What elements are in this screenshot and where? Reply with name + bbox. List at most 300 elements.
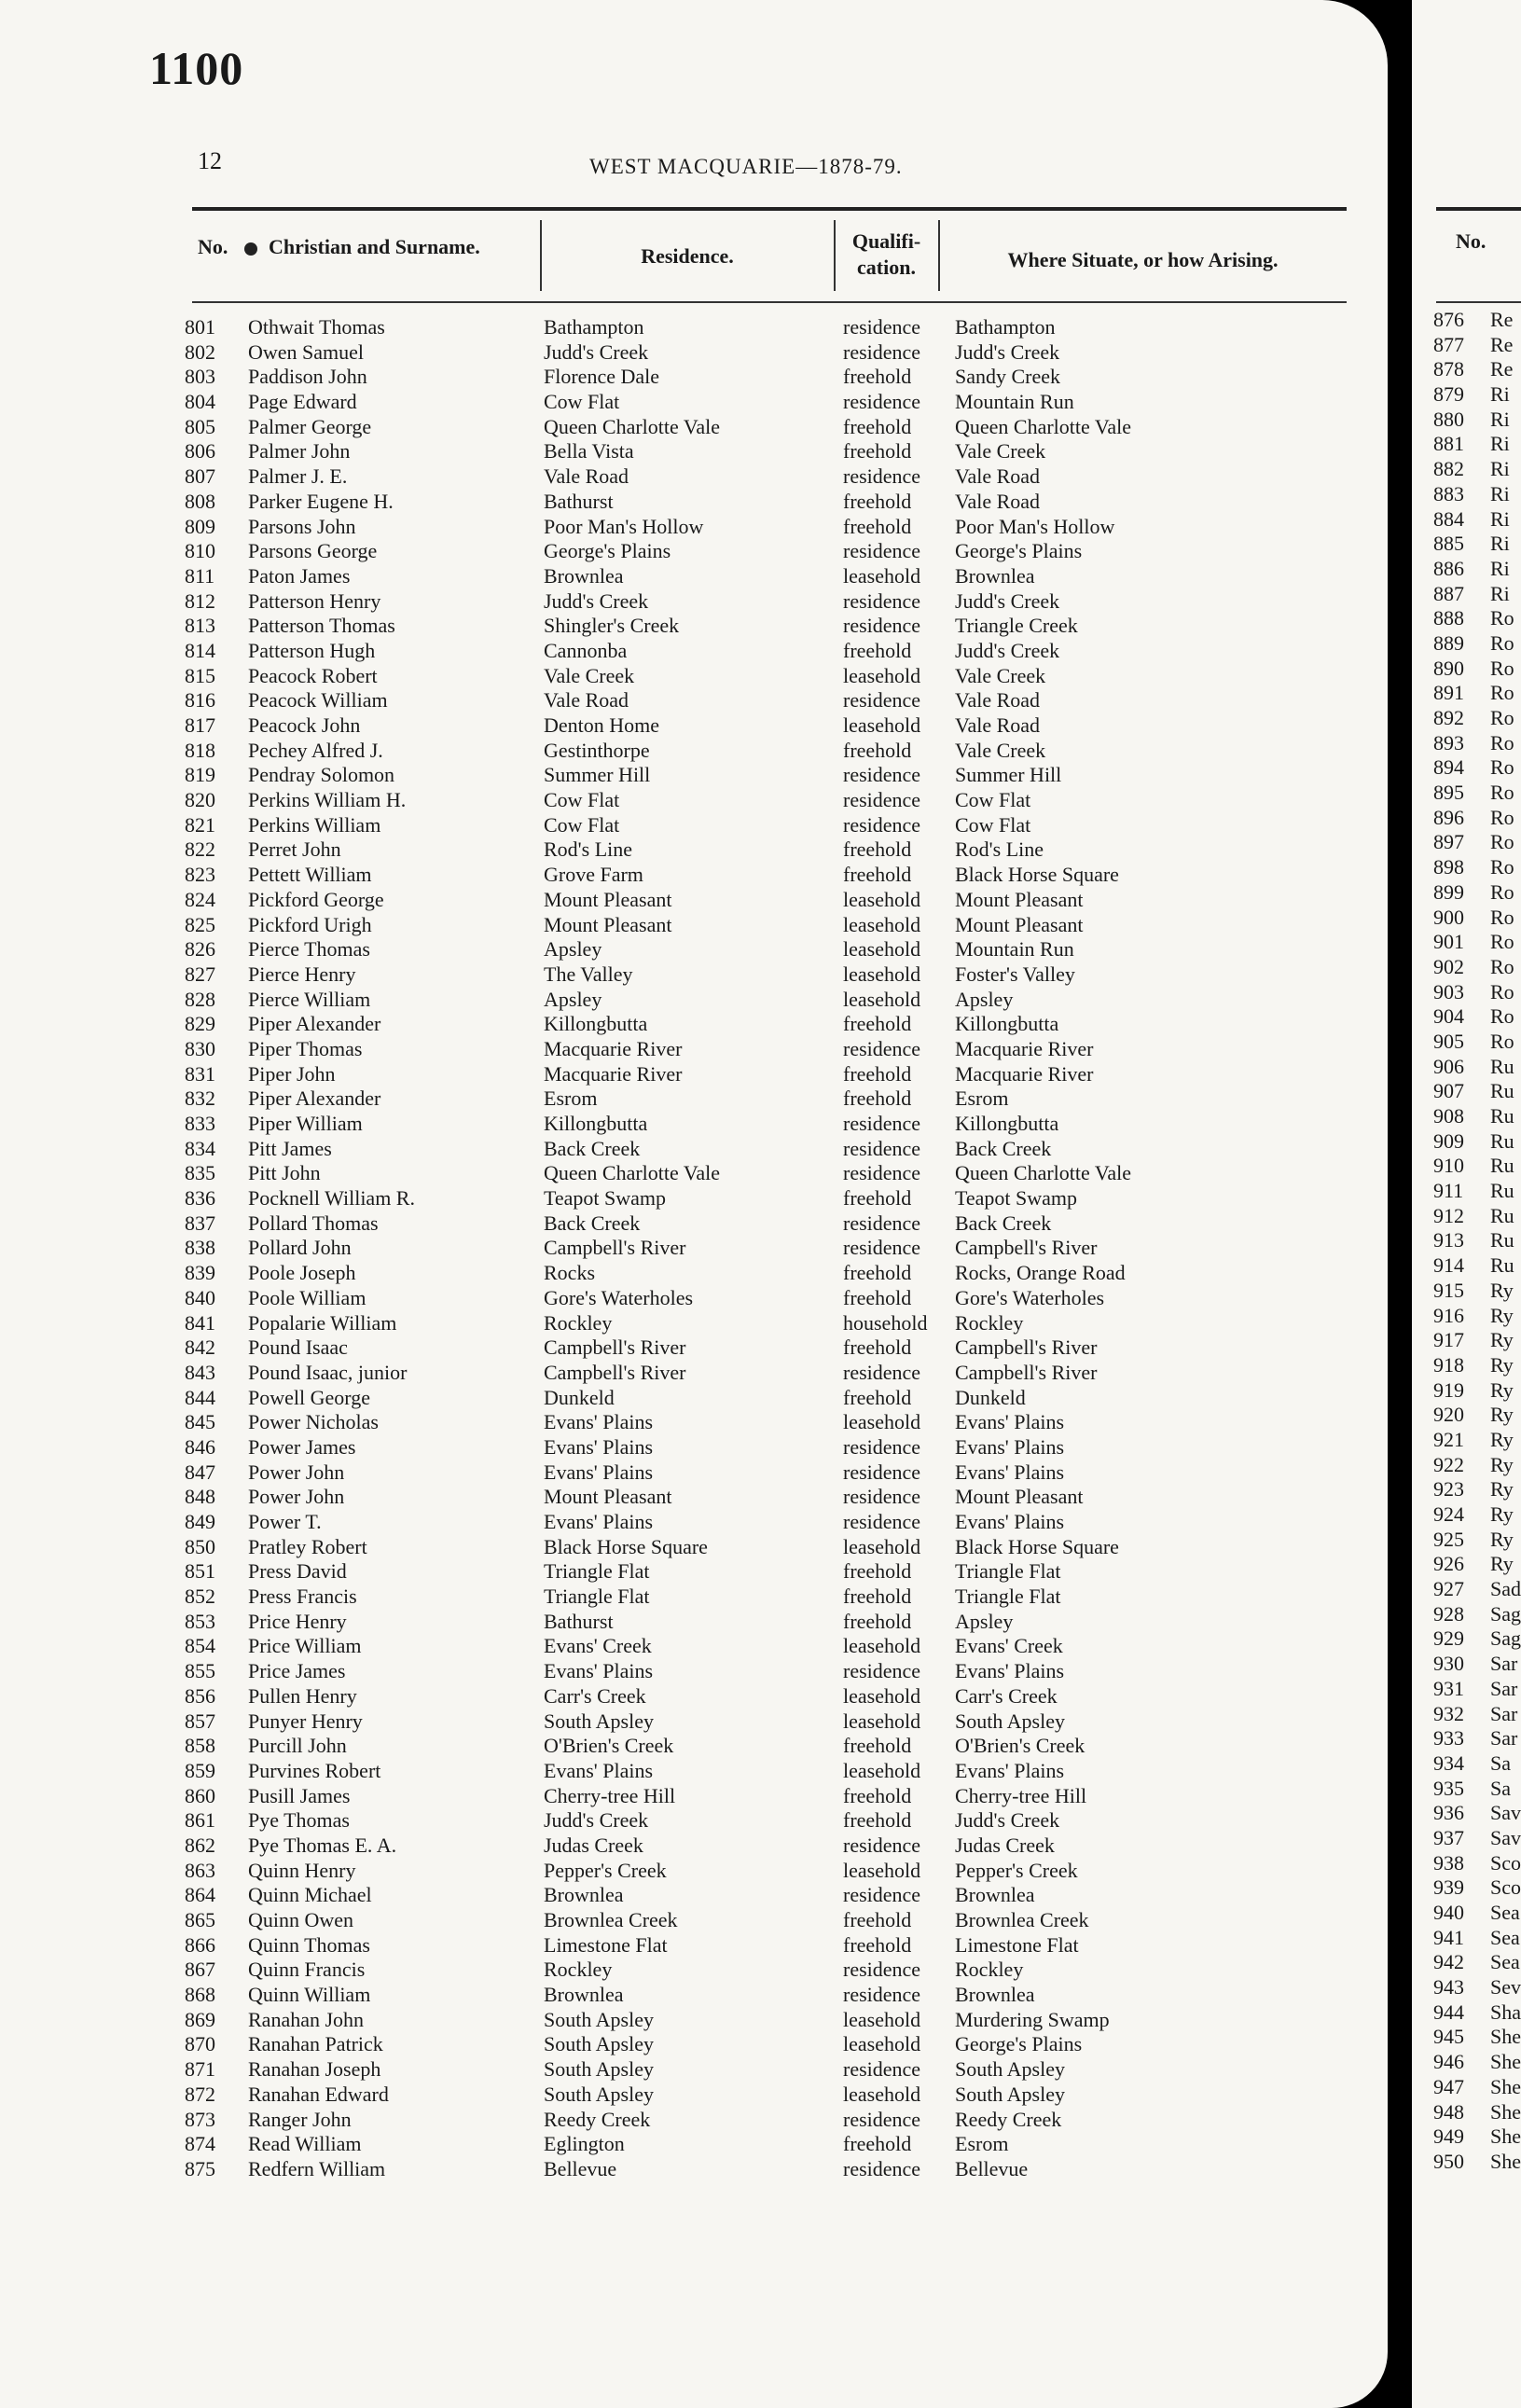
record-name: Quinn Henry: [248, 1858, 356, 1882]
record-number: 863: [185, 1858, 215, 1882]
record-number: 841: [185, 1310, 215, 1335]
volume-number: 1100: [149, 42, 244, 94]
record-where-situate: Campbell's River: [955, 1335, 1098, 1360]
record-where-situate: Triangle Flat: [955, 1585, 1061, 1609]
table-row: [0, 2008, 1388, 2033]
record-number: 874: [185, 2132, 215, 2156]
record-name: Pound Isaac, junior: [248, 1360, 408, 1384]
record-where-situate: Black Horse Square: [955, 1534, 1119, 1558]
record-number: 819: [185, 763, 215, 787]
table-row: [0, 2057, 1388, 2083]
record-name: Paddison John: [248, 365, 367, 389]
record-number: 817: [185, 713, 215, 737]
table-row: [0, 1759, 1388, 1784]
table-row: [0, 1734, 1388, 1759]
record-where-situate: Brownlea Creek: [955, 1908, 1089, 1931]
next-page-record-name: Ro: [1490, 830, 1514, 854]
record-number: 869: [185, 2007, 215, 2031]
record-where-situate: Summer Hill: [955, 763, 1062, 787]
record-name: Ranahan Patrick: [248, 2032, 383, 2056]
record-number: 846: [185, 1434, 215, 1459]
table-row: [0, 913, 1388, 938]
next-page-record-number: 886: [1433, 556, 1464, 580]
table-row: [0, 1709, 1388, 1735]
next-page-record-name: Ru: [1490, 1203, 1514, 1227]
record-residence: Brownlea: [544, 563, 624, 588]
record-residence: Eglington: [544, 2132, 625, 2156]
record-residence: O'Brien's Creek: [544, 1734, 674, 1758]
record-where-situate: Cow Flat: [955, 788, 1031, 812]
next-page-record-number: 913: [1433, 1228, 1464, 1252]
record-number: 865: [185, 1908, 215, 1931]
next-page-record-number: 889: [1433, 630, 1464, 655]
next-page-record-name: Sco: [1490, 1875, 1521, 1900]
next-page-record-number: 915: [1433, 1278, 1464, 1302]
table-row: [0, 1510, 1388, 1535]
record-name: Press David: [248, 1559, 347, 1584]
record-name: Ranahan Joseph: [248, 2057, 381, 2082]
next-page-record-name: Ry: [1490, 1452, 1514, 1476]
bullet-icon: [244, 242, 257, 256]
next-page-record-number: 906: [1433, 1054, 1464, 1078]
next-page-record-name: Ri: [1490, 532, 1510, 556]
record-residence: Vale Road: [544, 464, 629, 489]
next-page-record-name: Ro: [1490, 630, 1514, 655]
record-qualification: residence: [843, 812, 921, 837]
next-page-record-name: She: [1490, 2074, 1521, 2098]
next-page-record-number: 905: [1433, 1029, 1464, 1053]
record-qualification: residence: [843, 1460, 921, 1484]
record-residence: Judd's Creek: [544, 588, 649, 613]
record-where-situate: Mountain Run: [955, 390, 1074, 414]
record-residence: South Apsley: [544, 2082, 654, 2106]
record-name: Pickford Urigh: [248, 912, 372, 936]
record-number: 803: [185, 365, 215, 389]
record-number: 845: [185, 1410, 215, 1434]
record-number: 821: [185, 812, 215, 837]
record-where-situate: Campbell's River: [955, 1360, 1098, 1384]
table-row: [0, 1211, 1388, 1237]
record-residence: Cannonba: [544, 638, 628, 662]
record-number: 867: [185, 1958, 215, 1982]
record-residence: George's Plains: [544, 539, 671, 563]
record-name: Pierce Henry: [248, 962, 356, 986]
record-residence: Vale Road: [544, 688, 629, 713]
record-name: Pollard John: [248, 1236, 352, 1260]
next-page-record-name: Ry: [1490, 1278, 1514, 1302]
record-number: 854: [185, 1634, 215, 1658]
table-row: [0, 1958, 1388, 1983]
record-residence: Bellevue: [544, 2156, 617, 2180]
table-row: [0, 639, 1388, 664]
record-residence: Cow Flat: [544, 788, 620, 812]
record-number: 806: [185, 439, 215, 464]
record-where-situate: Macquarie River: [955, 1061, 1094, 1086]
record-name: Pierce Thomas: [248, 937, 370, 962]
record-residence: Pepper's Creek: [544, 1858, 667, 1882]
record-residence: Rocks: [544, 1261, 595, 1285]
next-page-record-number: 933: [1433, 1726, 1464, 1751]
table-row: [0, 1012, 1388, 1037]
record-qualification: freehold: [843, 1932, 912, 1957]
record-qualification: residence: [843, 339, 921, 364]
table-row: [0, 1335, 1388, 1361]
record-qualification: freehold: [843, 1783, 912, 1807]
next-page-record-name: Ru: [1490, 1179, 1514, 1203]
next-page-record-name: Sea: [1490, 1950, 1520, 1974]
record-where-situate: Bathampton: [955, 315, 1056, 339]
record-where-situate: Cow Flat: [955, 812, 1031, 837]
record-qualification: residence: [843, 788, 921, 812]
record-residence: Macquarie River: [544, 1061, 683, 1086]
record-number: 855: [185, 1659, 215, 1683]
record-name: Piper John: [248, 1061, 336, 1086]
next-page-record-number: 907: [1433, 1079, 1464, 1103]
record-where-situate: Evans' Plains: [955, 1460, 1065, 1484]
next-page-record-name: Ry: [1490, 1328, 1514, 1352]
record-residence: Cow Flat: [544, 390, 620, 414]
record-number: 834: [185, 1136, 215, 1160]
record-name: Piper Thomas: [248, 1036, 363, 1060]
record-where-situate: Limestone Flat: [955, 1932, 1079, 1957]
record-residence: Judas Creek: [544, 1833, 643, 1857]
next-page-record-name: Ri: [1490, 581, 1510, 605]
next-page-record-number: 888: [1433, 606, 1464, 630]
record-name: Piper William: [248, 1112, 363, 1135]
next-page-record-name: Ry: [1490, 1377, 1514, 1402]
table-row: [0, 937, 1388, 962]
record-name: Press Francis: [248, 1585, 357, 1609]
record-where-situate: Rockley: [955, 1310, 1024, 1335]
record-name: Parsons George: [248, 539, 378, 563]
record-number: 804: [185, 390, 215, 414]
next-page-record-number: 930: [1433, 1652, 1464, 1676]
record-where-situate: Mount Pleasant: [955, 912, 1084, 936]
next-page-record-number: 880: [1433, 407, 1464, 431]
record-name: Read William: [248, 2132, 362, 2156]
next-page-record-name: Ro: [1490, 1004, 1514, 1029]
record-name: Quinn Francis: [248, 1958, 366, 1982]
table-row: [0, 490, 1388, 515]
record-where-situate: Apsley: [955, 987, 1014, 1011]
next-page-record-name: Sco: [1490, 1850, 1521, 1875]
next-page-record-number: 921: [1433, 1427, 1464, 1451]
record-where-situate: Killongbutta: [955, 1112, 1059, 1135]
record-name: Poole Joseph: [248, 1261, 356, 1285]
record-where-situate: Cherry-tree Hill: [955, 1783, 1087, 1807]
record-residence: Evans' Plains: [544, 1659, 654, 1683]
table-row: [0, 863, 1388, 888]
record-number: 814: [185, 638, 215, 662]
record-number: 828: [185, 987, 215, 1011]
record-residence: Gore's Waterholes: [544, 1285, 694, 1309]
record-name: Power T.: [248, 1510, 322, 1533]
record-number: 810: [185, 539, 215, 563]
next-page-record-number: 909: [1433, 1128, 1464, 1153]
record-name: Popalarie William: [248, 1310, 397, 1335]
record-name: Power Nicholas: [248, 1410, 379, 1434]
record-qualification: residence: [843, 1360, 921, 1384]
records-list: [0, 315, 1388, 2182]
record-name: Redfern William: [248, 2156, 386, 2180]
record-name: Quinn Thomas: [248, 1932, 370, 1957]
next-page-record-number: 899: [1433, 879, 1464, 904]
table-row: [0, 415, 1388, 440]
record-qualification: leasehold: [843, 1709, 921, 1733]
next-page-record-name: She: [1490, 2149, 1521, 2173]
record-number: 836: [185, 1186, 215, 1211]
next-page-record-name: Sag: [1490, 1626, 1521, 1651]
next-page-record-number: 950: [1433, 2149, 1464, 2173]
record-name: Patterson Hugh: [248, 638, 376, 662]
next-page-record-name: Ri: [1490, 407, 1510, 431]
record-where-situate: Killongbutta: [955, 1012, 1059, 1036]
record-number: 847: [185, 1460, 215, 1484]
next-page-record-number: 911: [1433, 1179, 1464, 1203]
record-number: 839: [185, 1261, 215, 1285]
record-qualification: freehold: [843, 514, 912, 538]
record-qualification: leasehold: [843, 962, 921, 986]
record-number: 831: [185, 1061, 215, 1086]
record-residence: Judd's Creek: [544, 1808, 649, 1833]
record-qualification: residence: [843, 1983, 921, 2007]
next-page-record-number: 902: [1433, 954, 1464, 978]
record-qualification: residence: [843, 763, 921, 787]
next-page-record-number: 946: [1433, 2050, 1464, 2074]
record-residence: Shingler's Creek: [544, 614, 680, 638]
next-page-record-name: Ru: [1490, 1128, 1514, 1153]
next-page-record-name: Sa: [1490, 1776, 1511, 1800]
record-qualification: residence: [843, 1833, 921, 1857]
record-qualification: freehold: [843, 2132, 912, 2156]
record-where-situate: Dunkeld: [955, 1385, 1026, 1409]
record-where-situate: Back Creek: [955, 1211, 1052, 1235]
record-name: Power James: [248, 1434, 356, 1459]
next-page-record-number: 908: [1433, 1104, 1464, 1128]
record-residence: Black Horse Square: [544, 1534, 708, 1558]
next-page-record-name: She: [1490, 2124, 1521, 2149]
next-page-record-name: Ro: [1490, 905, 1514, 929]
next-page-record-name: Ry: [1490, 1552, 1514, 1576]
next-page-record-number: 947: [1433, 2074, 1464, 2098]
record-residence: Triangle Flat: [544, 1559, 650, 1584]
table-row: [0, 1834, 1388, 1859]
next-page-record-number: 893: [1433, 730, 1464, 754]
next-page-record-number: 887: [1433, 581, 1464, 605]
next-page-record-number: 927: [1433, 1577, 1464, 1601]
next-page-record-name: Ri: [1490, 481, 1510, 505]
record-qualification: residence: [843, 1510, 921, 1533]
record-qualification: freehold: [843, 489, 912, 513]
table-row: [0, 1559, 1388, 1585]
header-name-label: Christian and Surname.: [269, 235, 480, 258]
record-qualification: residence: [843, 688, 921, 713]
next-page-record-number: 936: [1433, 1801, 1464, 1825]
record-where-situate: Evans' Plains: [955, 1758, 1065, 1782]
record-where-situate: George's Plains: [955, 2032, 1083, 2056]
next-page-record-number: 920: [1433, 1403, 1464, 1427]
record-qualification: freehold: [843, 1559, 912, 1584]
record-number: 837: [185, 1211, 215, 1235]
record-where-situate: Evans' Plains: [955, 1659, 1065, 1683]
record-where-situate: South Apsley: [955, 2057, 1065, 2082]
record-where-situate: Vale Creek: [955, 738, 1046, 762]
record-name: Pocknell William R.: [248, 1186, 415, 1211]
record-qualification: leasehold: [843, 1534, 921, 1558]
record-residence: Killongbutta: [544, 1012, 648, 1036]
next-page-record-name: Ry: [1490, 1427, 1514, 1451]
record-where-situate: Foster's Valley: [955, 962, 1075, 986]
record-number: 809: [185, 514, 215, 538]
record-name: Pullen Henry: [248, 1683, 357, 1708]
record-number: 811: [185, 563, 215, 588]
next-page-record-name: Ri: [1490, 432, 1510, 456]
record-number: 844: [185, 1385, 215, 1409]
record-number: 805: [185, 414, 215, 438]
record-name: Pollard Thomas: [248, 1211, 379, 1235]
table-row: [0, 1435, 1388, 1460]
table-row: [0, 589, 1388, 615]
next-page-record-number: 885: [1433, 532, 1464, 556]
next-page-record-name: Sar: [1490, 1726, 1518, 1751]
record-residence: Bathurst: [544, 1609, 614, 1633]
record-where-situate: Teapot Swamp: [955, 1186, 1078, 1211]
record-residence: Grove Farm: [544, 863, 643, 887]
next-page-record-number: 903: [1433, 979, 1464, 1003]
record-residence: Evans' Plains: [544, 1460, 654, 1484]
next-page-record-name: Ry: [1490, 1403, 1514, 1427]
record-qualification: residence: [843, 1485, 921, 1509]
next-page-top-rule: [1436, 207, 1521, 211]
record-qualification: residence: [843, 1659, 921, 1683]
record-name: Power John: [248, 1460, 345, 1484]
next-page-record-name: Ro: [1490, 930, 1514, 954]
table-row: [0, 1261, 1388, 1286]
record-qualification: residence: [843, 614, 921, 638]
record-where-situate: Gore's Waterholes: [955, 1285, 1105, 1309]
next-page-record-name: She: [1490, 2050, 1521, 2074]
table-row: [0, 713, 1388, 739]
record-residence: Vale Creek: [544, 663, 635, 687]
record-number: 843: [185, 1360, 215, 1384]
record-number: 860: [185, 1783, 215, 1807]
header-qualification-line1: Qualifi-: [851, 229, 921, 253]
record-where-situate: Sandy Creek: [955, 365, 1061, 389]
record-qualification: residence: [843, 1112, 921, 1135]
table-row: [0, 739, 1388, 764]
record-number: 872: [185, 2082, 215, 2106]
record-residence: Campbell's River: [544, 1335, 686, 1360]
record-number: 802: [185, 339, 215, 364]
record-where-situate: Vale Road: [955, 713, 1041, 737]
record-where-situate: Back Creek: [955, 1136, 1052, 1160]
record-where-situate: Esrom: [955, 2132, 1009, 2156]
next-page-record-number: 939: [1433, 1875, 1464, 1900]
next-page-record-name: Sea: [1490, 1901, 1520, 1924]
table-row: [0, 1086, 1388, 1112]
next-page-record-name: Ro: [1490, 656, 1514, 680]
record-name: Price Henry: [248, 1609, 347, 1633]
table-row: [0, 788, 1388, 813]
record-where-situate: Carr's Creek: [955, 1683, 1058, 1708]
record-residence: Rockley: [544, 1958, 613, 1982]
record-number: 862: [185, 1833, 215, 1857]
record-where-situate: O'Brien's Creek: [955, 1734, 1085, 1758]
record-where-situate: Poor Man's Hollow: [955, 514, 1115, 538]
record-qualification: residence: [843, 315, 921, 339]
record-qualification: freehold: [843, 414, 912, 438]
next-page-record-number: 890: [1433, 656, 1464, 680]
record-qualification: residence: [843, 2156, 921, 2180]
record-number: 857: [185, 1709, 215, 1733]
next-page-record-number: 917: [1433, 1328, 1464, 1352]
record-qualification: residence: [843, 1883, 921, 1907]
record-name: Palmer John: [248, 439, 351, 464]
next-page-record-number: 878: [1433, 357, 1464, 381]
next-page-record-number: 900: [1433, 905, 1464, 929]
table-row: [0, 1286, 1388, 1311]
table-row: [0, 1883, 1388, 1908]
record-residence: Judd's Creek: [544, 339, 649, 364]
table-row: [0, 564, 1388, 589]
record-residence: Mount Pleasant: [544, 1485, 672, 1509]
next-page-record-name: Ry: [1490, 1352, 1514, 1377]
record-number: 801: [185, 315, 215, 339]
record-number: 858: [185, 1734, 215, 1758]
record-number: 868: [185, 1983, 215, 2007]
next-page-record-name: Ri: [1490, 457, 1510, 481]
record-where-situate: George's Plains: [955, 539, 1083, 563]
record-where-situate: Pepper's Creek: [955, 1858, 1078, 1882]
record-where-situate: Judd's Creek: [955, 339, 1060, 364]
next-page-record-name: Ro: [1490, 781, 1514, 805]
header-name: [244, 235, 480, 259]
record-residence: South Apsley: [544, 1709, 654, 1733]
next-page-record-number: 938: [1433, 1850, 1464, 1875]
next-page-record-number: 931: [1433, 1676, 1464, 1700]
next-page-record-number: 881: [1433, 432, 1464, 456]
record-where-situate: Mount Pleasant: [955, 1485, 1084, 1509]
record-residence: Evans' Plains: [544, 1510, 654, 1533]
record-where-situate: Esrom: [955, 1086, 1009, 1111]
record-qualification: leasehold: [843, 1683, 921, 1708]
next-page-record-number: 877: [1433, 332, 1464, 356]
record-number: 824: [185, 887, 215, 911]
record-number: 823: [185, 863, 215, 887]
next-page-record-number: 935: [1433, 1776, 1464, 1800]
next-page-record-number: 940: [1433, 1901, 1464, 1924]
next-page-record-name: Sav: [1490, 1801, 1521, 1825]
record-name: Poole William: [248, 1285, 366, 1309]
record-number: 826: [185, 937, 215, 962]
next-page-record-number: 942: [1433, 1950, 1464, 1974]
table-row: [0, 1908, 1388, 1933]
record-where-situate: Judd's Creek: [955, 638, 1060, 662]
record-residence: Florence Dale: [544, 365, 659, 389]
record-residence: Queen Charlotte Vale: [544, 1161, 720, 1185]
record-number: 873: [185, 2107, 215, 2131]
record-number: 838: [185, 1236, 215, 1260]
next-page-record-name: Ry: [1490, 1502, 1514, 1526]
next-page-record-name: Sea: [1490, 1925, 1520, 1949]
record-qualification: freehold: [843, 1285, 912, 1309]
record-qualification: residence: [843, 1161, 921, 1185]
record-number: 851: [185, 1559, 215, 1584]
next-page-record-name: Ro: [1490, 979, 1514, 1003]
table-row: [0, 1684, 1388, 1709]
next-page-record-number: 895: [1433, 781, 1464, 805]
record-residence: South Apsley: [544, 2057, 654, 2082]
